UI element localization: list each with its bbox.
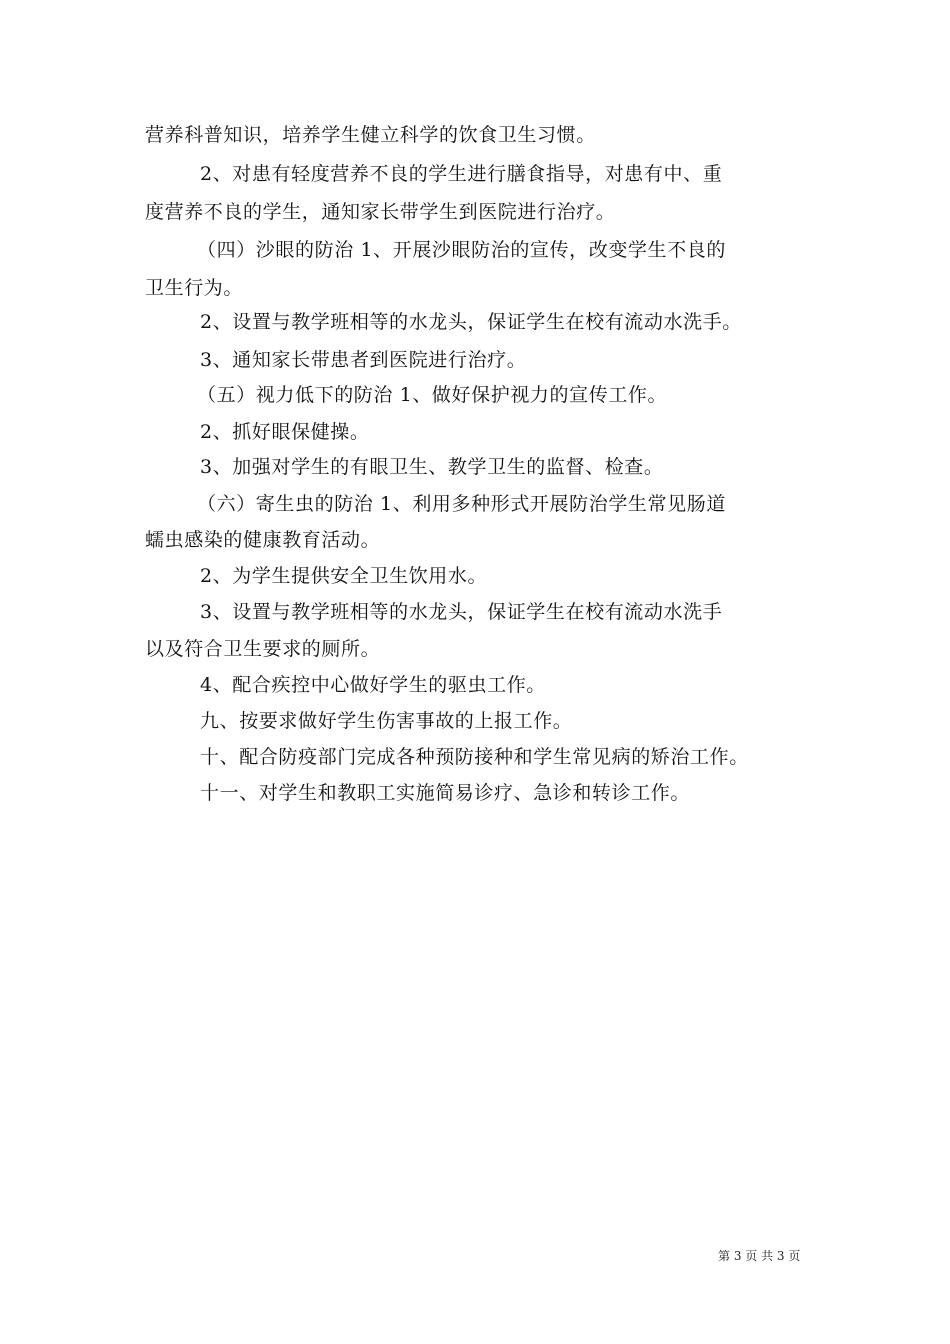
text-line: 2、对患有轻度营养不良的学生进行膳食指导，对患有中、重 bbox=[200, 163, 723, 185]
text-line: 2、抓好眼保健操。 bbox=[200, 421, 370, 443]
text-line: 营养科普知识，培养学生健立科学的饮食卫生习惯。 bbox=[145, 124, 596, 146]
text-line: 3、通知家长带患者到医院进行治疗。 bbox=[200, 349, 527, 371]
text-line: 4、配合疾控中心做好学生的驱虫工作。 bbox=[200, 674, 546, 696]
text-line: （五）视力低下的防治 1、做好保护视力的宣传工作。 bbox=[197, 384, 668, 406]
text-line: （六）寄生虫的防治 1、利用多种形式开展防治学生常见肠道 bbox=[197, 493, 726, 515]
text-line: 度营养不良的学生，通知家长带学生到医院进行治疗。 bbox=[145, 201, 616, 223]
text-line: 3、加强对学生的有眼卫生、教学卫生的监督、检查。 bbox=[200, 456, 664, 478]
text-line: 卫生行为。 bbox=[145, 277, 244, 299]
text-line: 十一、对学生和教职工实施简易诊疗、急诊和转诊工作。 bbox=[200, 782, 691, 804]
text-line: 十、配合防疫部门完成各种预防接种和学生常见病的矫治工作。 bbox=[200, 746, 749, 768]
page-number-footer: 第 3 页 共 3 页 bbox=[718, 1249, 801, 1263]
text-line: 九、按要求做好学生伤害事故的上报工作。 bbox=[200, 710, 573, 732]
text-line: 蠕虫感染的健康教育活动。 bbox=[145, 529, 381, 551]
text-line: 2、设置与教学班相等的水龙头，保证学生在校有流动水洗手。 bbox=[200, 311, 742, 333]
text-line: 以及符合卫生要求的厕所。 bbox=[145, 638, 381, 660]
text-line: 3、设置与教学班相等的水龙头，保证学生在校有流动水洗手 bbox=[200, 601, 723, 623]
text-line: 2、为学生提供安全卫生饮用水。 bbox=[200, 565, 488, 587]
text-line: （四）沙眼的防治 1、开展沙眼防治的宣传，改变学生不良的 bbox=[197, 239, 726, 261]
